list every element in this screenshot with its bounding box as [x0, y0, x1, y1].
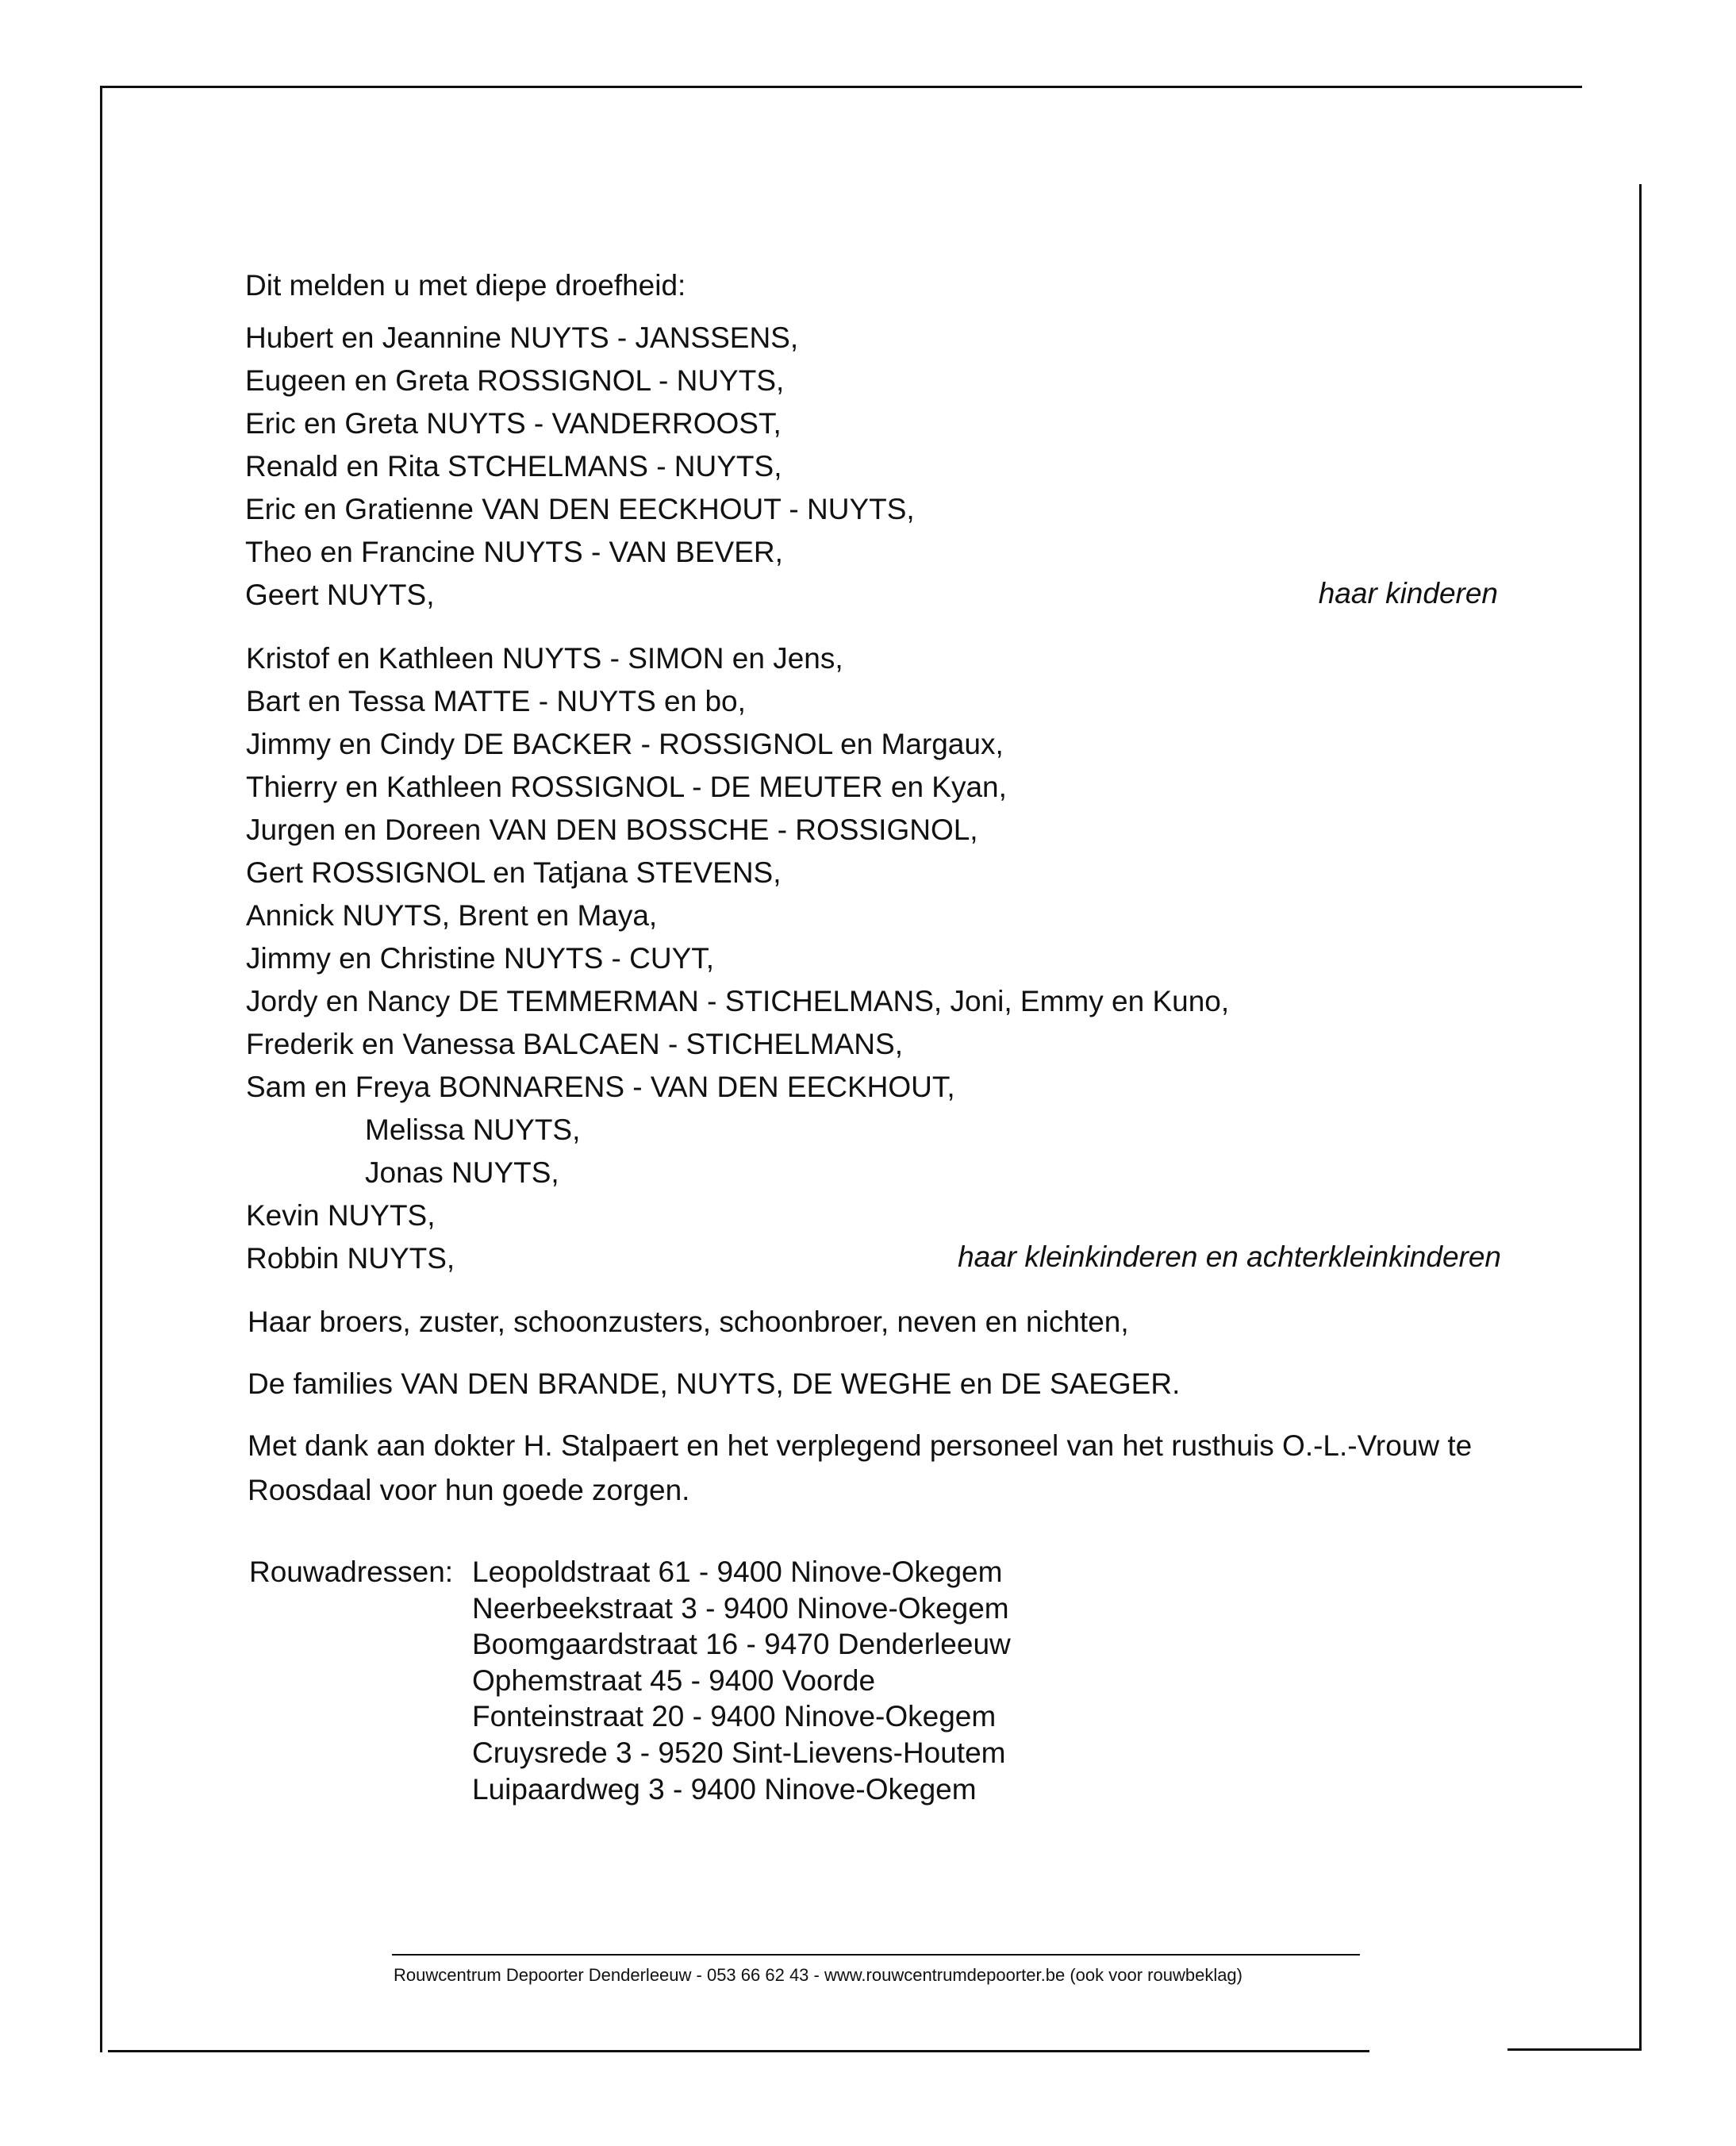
- child-line: Renald en Rita STCHELMANS - NUYTS,: [245, 450, 782, 483]
- frame-bottom-line: [108, 2050, 1369, 2052]
- child-line: Theo en Francine NUYTS - VAN BEVER,: [245, 536, 783, 568]
- address-line: Leopoldstraat 61 - 9400 Ninove-Okegem: [472, 1556, 1003, 1588]
- child-line: Eric en Greta NUYTS - VANDERROOST,: [245, 407, 782, 440]
- child-line: Geert NUYTS,: [245, 579, 435, 611]
- grandchild-line: Jimmy en Cindy DE BACKER - ROSSIGNOL en Margaux,: [246, 728, 1004, 760]
- grandchild-line: Kristof en Kathleen NUYTS - SIMON en Jens,: [246, 642, 843, 675]
- intro-text: Dit melden u met diepe droefheid:: [245, 269, 686, 302]
- frame-bottom-right-line: [1507, 2048, 1642, 2051]
- child-line: Eric en Gratienne VAN DEN EECKHOUT - NUYTS,: [245, 493, 915, 525]
- child-line: Eugeen en Greta ROSSIGNOL - NUYTS,: [245, 364, 785, 397]
- grandchild-line: Thierry en Kathleen ROSSIGNOL - DE MEUTER en Kyan,: [246, 771, 1007, 803]
- families-text: De families VAN DEN BRANDE, NUYTS, DE WEGHE en DE SAEGER.: [248, 1367, 1181, 1400]
- grandchild-line: Jonas NUYTS,: [365, 1156, 559, 1189]
- address-line: Ophemstraat 45 - 9400 Voorde: [472, 1663, 876, 1697]
- address-line: Fonteinstraat 20 - 9400 Ninove-Okegem: [472, 1700, 997, 1733]
- frame-right-line: [1639, 184, 1642, 2051]
- grandchild-line: Sam en Freya BONNARENS - VAN DEN EECKHOUT,: [246, 1071, 955, 1103]
- grandchild-line: Annick NUYTS, Brent en Maya,: [246, 899, 658, 932]
- address-list: [472, 1554, 1011, 1807]
- grandchild-line: Gert ROSSIGNOL en Tatjana STEVENS,: [246, 856, 782, 889]
- grandchild-line: Jordy en Nancy DE TEMMERMAN - STICHELMANS, Joni, Emmy en Kuno,: [246, 985, 1230, 1017]
- grandchild-line: Kevin NUYTS,: [246, 1199, 436, 1232]
- address-line: Cruysrede 3 - 9520 Sint-Lievens-Houtem: [472, 1736, 1006, 1769]
- children-label: haar kinderen: [1318, 577, 1498, 610]
- frame-left-line: [100, 86, 102, 2052]
- grandchild-line: Melissa NUYTS,: [365, 1113, 581, 1146]
- siblings-text: Haar broers, zuster, schoonzusters, schoonbroer, neven en nichten,: [248, 1306, 1129, 1338]
- child-line: Hubert en Jeannine NUYTS - JANSSENS,: [245, 321, 799, 354]
- grandchild-line: Robbin NUYTS,: [246, 1242, 455, 1275]
- frame-top-line: [100, 86, 1582, 88]
- grandchild-line: Jimmy en Christine NUYTS - CUYT,: [246, 942, 715, 975]
- thanks-line-2: Roosdaal voor hun goede zorgen.: [248, 1474, 690, 1506]
- address-line: Luipaardweg 3 - 9400 Ninove-Okegem: [472, 1772, 977, 1806]
- footer-text: Rouwcentrum Depoorter Denderleeuw - 053 66 62 43 - www.rouwcentrumdepoorter.be (ook voor rouwbeklag): [394, 1965, 1242, 1985]
- address-line: Neerbeekstraat 3 - 9400 Ninove-Okegem: [472, 1591, 1009, 1625]
- footer-rule: [392, 1954, 1360, 1956]
- grandchild-line: Frederik en Vanessa BALCAEN - STICHELMANS,: [246, 1028, 903, 1060]
- address-line: Boomgaardstraat 16 - 9470 Denderleeuw: [472, 1628, 1011, 1661]
- grandchild-line: Jurgen en Doreen VAN DEN BOSSCHE - ROSSIGNOL,: [246, 813, 978, 846]
- addresses-label: Rouwadressen:: [249, 1556, 454, 1588]
- grandchildren-label: haar kleinkinderen en achterkleinkinderen: [958, 1240, 1501, 1273]
- thanks-line-1: Met dank aan dokter H. Stalpaert en het verplegend personeel van het rusthuis O.-L.-Vrouw te: [248, 1429, 1473, 1462]
- grandchild-line: Bart en Tessa MATTE - NUYTS en bo,: [246, 685, 746, 717]
